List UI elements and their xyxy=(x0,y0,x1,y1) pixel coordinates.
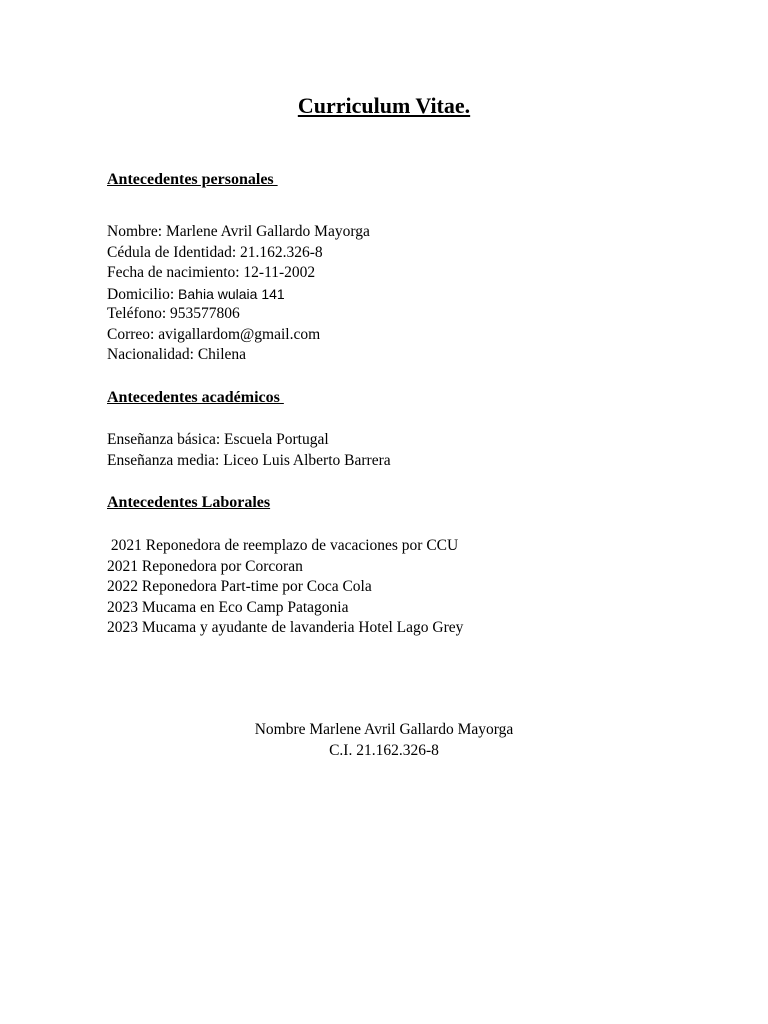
academic-section-heading: Antecedentes académicos xyxy=(107,389,284,406)
personal-phone: Teléfono: 953577806 xyxy=(107,305,240,322)
address-label: Domicilio: xyxy=(107,285,179,303)
academic-item: Enseñanza básica: Escuela Portugal xyxy=(107,431,329,448)
address-value: Bahia wulaia 141 xyxy=(178,285,285,302)
work-item: 2021 Reponedora de reemplazo de vacaciones por CCU xyxy=(107,537,459,554)
page-title: Curriculum Vitae. xyxy=(297,93,471,118)
signature-id: C.I. 21.162.326-8 xyxy=(329,742,439,759)
academic-item: Enseñanza media: Liceo Luis Alberto Barrera xyxy=(107,452,391,469)
personal-email: Correo: avigallardom@gmail.com xyxy=(107,325,321,343)
personal-section-heading: Antecedentes personales xyxy=(107,171,278,188)
work-item: 2023 Mucama y ayudante de lavanderia Hotel Lago Grey xyxy=(107,619,464,636)
work-item: 2023 Mucama en Eco Camp Patagonia xyxy=(107,598,349,616)
work-item: 2022 Reponedora Part-time por Coca Cola xyxy=(107,578,372,595)
personal-name: Nombre: Marlene Avril Gallardo Mayorga xyxy=(107,223,370,240)
personal-nationality: Nacionalidad: Chilena xyxy=(107,346,247,363)
personal-birthdate: Fecha de nacimiento: 12-11-2002 xyxy=(107,264,316,281)
work-section-heading: Antecedentes Laborales xyxy=(107,494,271,511)
signature-name: Nombre Marlene Avril Gallardo Mayorga xyxy=(254,721,514,738)
work-item: 2021 Reponedora por Corcoran xyxy=(107,557,303,575)
personal-id: Cédula de Identidad: 21.162.326-8 xyxy=(107,243,323,261)
personal-address xyxy=(107,284,285,306)
